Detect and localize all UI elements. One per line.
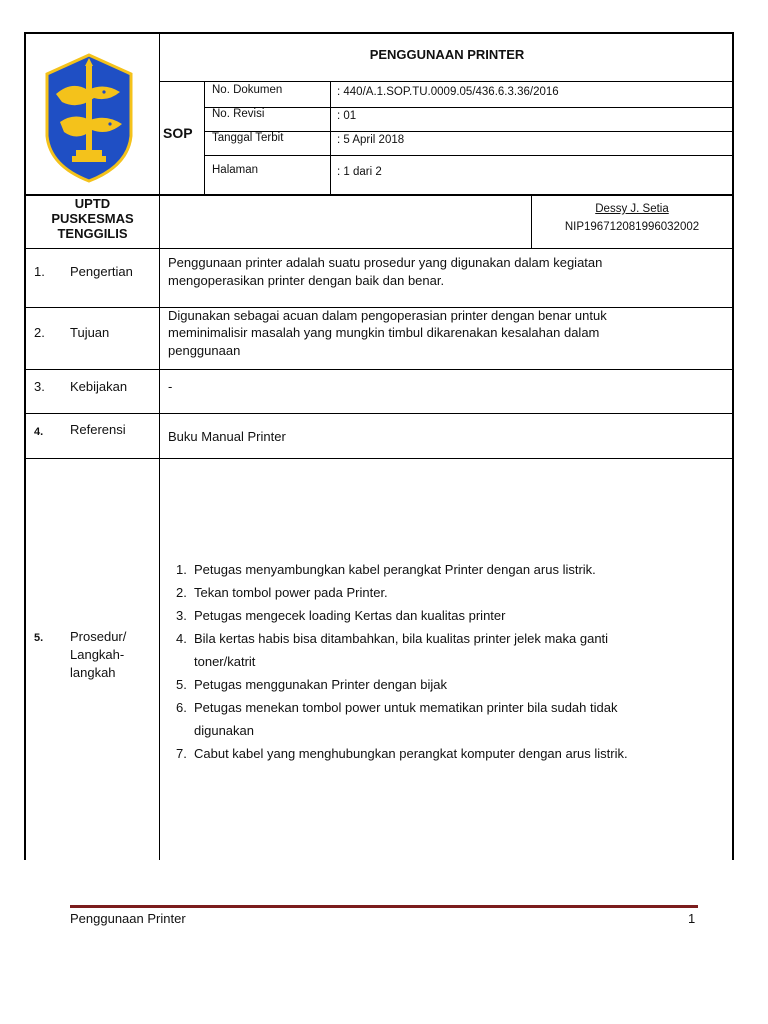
- procedure-step: [176, 742, 628, 765]
- footer-page-number: 1: [688, 911, 696, 926]
- footer-title: Penggunaan Printer: [70, 911, 186, 926]
- procedure-step-text: Cabut kabel yang menghubungkan perangkat komputer dengan arus listrik.: [194, 746, 628, 761]
- procedure-step-number: 4.: [176, 631, 187, 646]
- section-2-number: 2.: [34, 325, 45, 340]
- section-3-title: Kebijakan: [70, 379, 128, 394]
- procedure-step: [176, 581, 628, 604]
- section-4-line-1: Buku Manual Printer: [168, 429, 286, 444]
- procedure-step: [176, 673, 628, 696]
- procedure-step-number: 7.: [176, 746, 187, 761]
- field-label-no-dokumen: No. Dokumen: [212, 84, 283, 96]
- procedure-step-number: 1.: [176, 562, 187, 577]
- section-5-title-line-3: langkah: [70, 665, 116, 680]
- section-5-title-line-2: Langkah-: [70, 647, 125, 662]
- procedure-step-number: 5.: [176, 677, 187, 692]
- org-line-2: PUSKESMAS: [51, 211, 134, 226]
- procedure-step-text: Petugas menyambungkan kabel perangkat Printer dengan arus listrik.: [194, 562, 596, 577]
- procedure-step-text: Petugas menekan tombol power untuk mematikan printer bila sudah tidak: [194, 700, 618, 715]
- section-2-line-3: penggunaan: [168, 343, 241, 358]
- procedure-step: [176, 696, 628, 742]
- section-2-line-2: meminimalisir masalah yang mungkin timbul dikarenakan kesalahan dalam: [168, 325, 600, 340]
- procedure-step-number: 6.: [176, 700, 187, 715]
- document-title: PENGGUNAAN PRINTER: [369, 47, 525, 62]
- section-1-line-1: Penggunaan printer adalah suatu prosedur yang digunakan dalam kegiatan: [168, 255, 603, 270]
- field-label-no-revisi: No. Revisi: [212, 108, 265, 120]
- section-4-title: Referensi: [70, 422, 126, 437]
- section-1-line-2: mengoperasikan printer dengan baik dan benar.: [168, 273, 445, 288]
- section-3-line-1: -: [168, 379, 173, 394]
- field-value-no-revisi: : 01: [337, 110, 357, 122]
- org-line-1: UPTD: [74, 196, 111, 211]
- procedure-step-text: Petugas mengecek loading Kertas dan kualitas printer: [194, 608, 506, 623]
- procedure-step-continuation: toner/katrit: [194, 654, 256, 669]
- section-2-title: Tujuan: [70, 325, 110, 340]
- org-line-3: TENGGILIS: [57, 226, 128, 241]
- section-5-title: [70, 628, 126, 682]
- procedure-step-text: Petugas menggunakan Printer dengan bijak: [194, 677, 447, 692]
- procedure-step-text: Bila kertas habis bisa ditambahkan, bila kualitas printer jelek maka ganti: [194, 631, 609, 646]
- section-1-title: Pengertian: [70, 264, 133, 279]
- section-5-number: 5.: [34, 632, 44, 644]
- section-4-number: 4.: [34, 426, 44, 438]
- field-value-no-dokumen: : 440/A.1.SOP.TU.0009.05/436.6.3.36/2016: [337, 86, 559, 98]
- procedure-step: [176, 558, 628, 581]
- procedure-list: [176, 558, 628, 765]
- field-value-halaman: : 1 dari 2: [337, 166, 382, 178]
- section-5-title-line-1: Prosedur/: [70, 629, 127, 644]
- field-label-tanggal-terbit: Tanggal Terbit: [212, 132, 284, 144]
- procedure-step: [176, 627, 628, 673]
- signer-nip: NIP196712081996032002: [564, 221, 700, 233]
- sop-label: SOP: [163, 125, 193, 141]
- section-2-line-1: Digunakan sebagai acuan dalam pengoperasian printer dengan benar untuk: [168, 308, 607, 323]
- section-1-number: 1.: [34, 264, 45, 279]
- footer-rule: [70, 905, 698, 908]
- procedure-step: [176, 604, 628, 627]
- procedure-step-number: 3.: [176, 608, 187, 623]
- procedure-step-text: Tekan tombol power pada Printer.: [194, 585, 388, 600]
- section-3-number: 3.: [34, 379, 45, 394]
- organization-name: [26, 196, 159, 241]
- field-label-halaman: Halaman: [212, 164, 259, 176]
- field-value-tanggal-terbit: : 5 April 2018: [337, 134, 405, 146]
- surabaya-crest-logo: [44, 52, 134, 184]
- procedure-step-continuation: digunakan: [194, 723, 254, 738]
- signer-name: Dessy J. Setia: [595, 203, 669, 215]
- procedure-step-number: 2.: [176, 585, 187, 600]
